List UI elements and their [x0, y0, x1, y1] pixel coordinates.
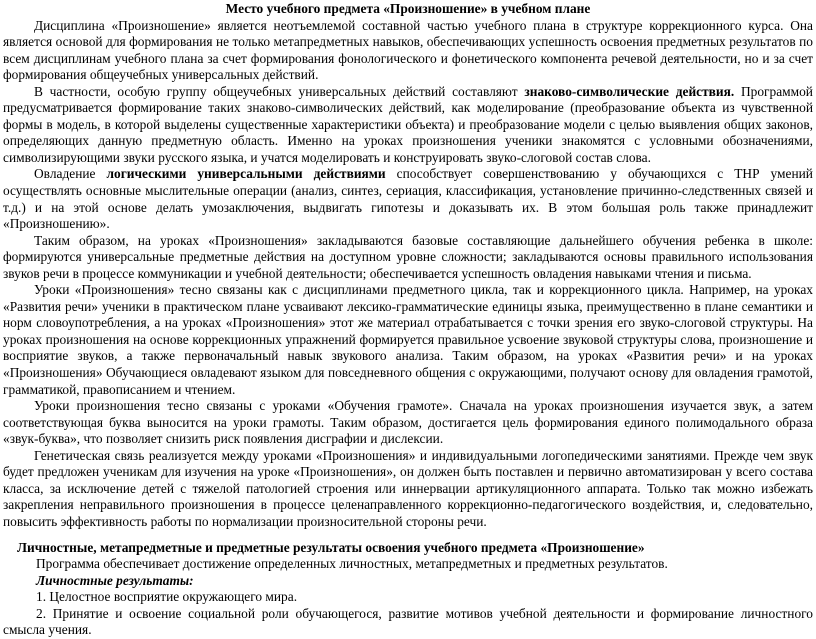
paragraph-literacy: Уроки произношения тесно связаны с уроками «Обучения грамоте». Сначала на уроках произношения изучается звук, а затем соответствующая буква выносится на уроки грамоты. Таким образом, достигается цель формирования единого полимодального образа «звук-буква», что позволяет снизить риск появления дисграфии и дислексии. — [3, 398, 813, 447]
paragraph-symbolic-actions — [3, 84, 813, 167]
personal-results-heading: Личностные результаты: — [36, 572, 194, 588]
results-heading: Личностные, метапредметные и предметные результаты освоения учебного предмета «Произношение» — [17, 539, 645, 555]
paragraph-logical-actions — [3, 166, 813, 232]
results-intro: Программа обеспечивает достижение определенных личностных, метапредметных и предметных результатов. — [36, 556, 668, 572]
paragraph-text: способствует совершенствованию у обучающихся с ТНР умений осуществлять основные мыслительные операции (анализ, синтез, сериация, классификация, установление причинно-следственных связей и т.д.) и на этой основе делать умозаключения, выдвигать гипотезы и доказывать их. В этом большая роль также принадлежит «Произношению». — [3, 166, 813, 232]
paragraph-genetic-link: Генетическая связь реализуется между уроками «Произношения» и индивидуальными логопедическими занятиями. Прежде чем звук будет предложен ученикам для изучения на уроке «Произношения», он должен быть поставлен и первично автоматизирован у всего состава класса, за исключение детей с тяжелой патологией строения или иннервации артикуляционного аппарата. Только так можно избежать закрепления неправильного произношения в процессе целенаправленного коррекционно-педагогического воздействия, и, следовательно, повысить эффективность работы по нормализации произносительной стороны речи. — [3, 447, 813, 529]
paragraph-text: В частности, особую группу общеучебных универсальных действий составляют — [34, 83, 525, 99]
paragraph-text: Программой предусматривается формирование таких знаково-символических действий, как моделирование (преобразование объекта из чувственной формы в модель, в которой выделены существенные характеристики объекта) и преобразование модели с целью выявления общих законов, определяющих данную предметную область. Именно на уроках произношения ученики знакомятся с условными обозначениями, символизирующими звуки русского языка, и учатся моделировать и конструировать звуко-слоговой состав слова. — [3, 83, 813, 165]
bold-term: логическими универсальными действиями — [106, 166, 386, 182]
paragraph-text: Овладение — [34, 166, 107, 182]
list-item: 2. Принятие и освоение социальной роли обучающегося, развитие мотивов учебной деятельности и формирование личностного смысла учения. — [3, 605, 813, 638]
paragraph-summary: Таким образом, на уроках «Произношения» закладываются базовые составляющие дальнейшего обучения ребенка в школе: формируются универсальные предметные действия на доступном уровне сложности; закладываются основы правильного использования звуков речи в процессе коммуникации и учебной деятельности; обеспечивается успешность овладения навыками чтения и письма. — [3, 232, 813, 281]
bold-term: знаково-символические действия. — [524, 83, 735, 99]
paragraph-discipline: Дисциплина «Произношение» является неотъемлемой составной частью учебного плана в структуре коррекционного курса. Она является основой для формирования не только метапредметных навыков, обеспечивающих успешность освоения предметных результатов по всем дисциплинам учебного плана за счет формирования фонологического и фонетического компонента речевой деятельности, но и за счет формирования общеучебных универсальных действий. — [3, 17, 813, 83]
section-title: Место учебного предмета «Произношение» в учебном плане — [225, 1, 591, 16]
paragraph-links-subjects: Уроки «Произношения» тесно связаны как с дисциплинами предметного цикла, так и коррекционного цикла. Например, на уроках «Развития речи» ученики в практическом плане усваивают лексико-грамматические единицы языка, преимущественно в плане семантики и норм словоупотребления, а на уроках «Произношения» этот же материал отрабатывается с точки зрения его звуко-слоговой структуры. На уроках произношения на основе коррекционных упражнений формируется правильное усвоение звуковой структуры слова, произношение и восприятие звуков, а также первоначальный навык звукового анализа. Таким образом, на уроках «Развития речи» и на уроках «Произношения» Обучающиеся овладевают языком для повседневного общения с окружающими, получают основу для овладения грамотой, грамматикой, правописанием и чтением. — [3, 282, 813, 397]
list-item: 1. Целостное восприятие окружающего мира. — [36, 589, 298, 605]
